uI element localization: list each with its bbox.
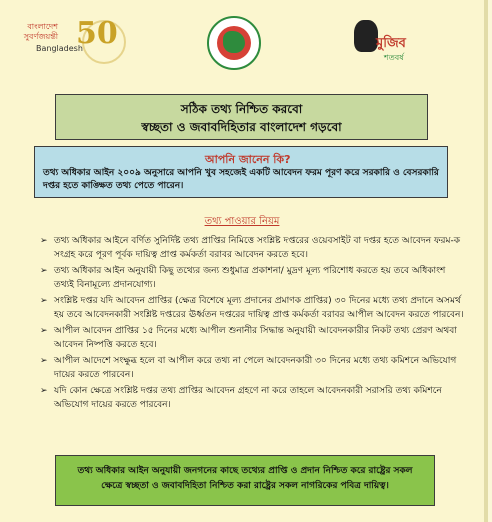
info-banner bbox=[34, 146, 448, 198]
mujib-year-logo bbox=[350, 20, 430, 72]
rule-item bbox=[40, 234, 465, 262]
seal-map bbox=[223, 31, 245, 53]
rule-item bbox=[40, 384, 465, 412]
info-banner-body: তথ্য অধিকার আইন ২০০৯ অনুসারে আপনি খুব সহজেই একটি আবেদন ফরম পূরণ করে সরকারি ও বেসরকারি দপ্তর হতে কাঙ্ক্ষিত তথ্য পেতে পারেন। bbox=[43, 168, 439, 191]
rule-text: সংশ্লিষ্ট দপ্তর যদি আবেদন প্রাপ্তির (ক্ষেত্র বিশেষে মূল্য প্রদানের প্রমাণক প্রাপ্তির) ৩০ দিনের মধ্যে তথ্য প্রদানে অসমর্থ হয় তবে আবেদনকারী সংশ্লিষ্ট দপ্তরের ঊর্ধ্বতন দপ্তরের দায়িত্ব প্রাপ্ত কর্মকর্তা বরাবর আপীল আবেদন করতে পারবেন। bbox=[54, 296, 464, 320]
slogan-banner bbox=[55, 94, 428, 140]
rule-text: তথ্য অধিকার আইনে বর্ণিত সুনির্দিষ্ট তথ্য প্রাপ্তির নিমিত্তে সংশ্লিষ্ট দপ্তরের ওয়েবসাইট বা দপ্তর হতে আবেদন ফরম-ক সংগ্রহ করে পূরণ পূর্বক দায়িত্ব প্রাপ্ত কর্মকর্তা বরাবর আবেদন করতে হবে। bbox=[54, 236, 461, 260]
arrow-bullet-icon: ➢ bbox=[40, 386, 48, 396]
info-banner-title: আপনি জানেন কি? bbox=[205, 153, 291, 166]
slogan-line-1: সঠিক তথ্য নিশ্চিত করবো bbox=[180, 102, 303, 116]
arrow-bullet-icon: ➢ bbox=[40, 266, 48, 276]
golden-jubilee-logo bbox=[22, 14, 132, 66]
rules-heading: তথ্য পাওয়ার নিয়ম bbox=[204, 216, 280, 227]
logo-number: 50 bbox=[76, 16, 118, 51]
logo-bangla-text: বাংলাদেশ সুবর্ণজয়ন্তী bbox=[23, 22, 58, 41]
arrow-bullet-icon: ➢ bbox=[40, 236, 48, 246]
rule-text: যদি কোন ক্ষেত্রে সংশ্লিষ্ট দপ্তর তথ্য প্রাপ্তির আবেদন গ্রহণে না করে তাহলে আবেদনকারী সরাসরি তথ্য কমিশনে অভিযোগ দায়ের করতে পারবেন। bbox=[54, 386, 442, 410]
rule-item bbox=[40, 264, 465, 292]
slogan-line-2: স্বচ্ছতা ও জবাবদিহিতার বাংলাদেশ গড়বো bbox=[141, 120, 342, 134]
rule-text: তথ্য অধিকার আইন অনুযায়ী কিছু তথ্যের জন্য শুধুমাত্র প্রকাশনা/ মুদ্রণ মূল্য পরিশোধ করতে হয় তবে অধিকাংশ তথ্যই বিনামূল্যে প্রদানযোগ্য। bbox=[54, 266, 446, 290]
header bbox=[0, 0, 484, 78]
rule-text: আপীল আবেদন প্রাপ্তির ১৫ দিনের মধ্যে আপীল শুনানীর সিদ্ধান্ত অনুযায়ী আবেদনকারীর নিকট তথ্য প্রেরণ অথবা আবেদন নিষ্পত্তি করতে হবে। bbox=[54, 326, 457, 350]
government-seal-icon bbox=[207, 16, 261, 70]
portrait-silhouette bbox=[354, 20, 378, 52]
rule-text: আপীল আদেশে সংক্ষুব্ধ হলে বা আপীল করে তথ্য না পেলে আবেদনকারী ৩০ দিনের মধ্যে তথ্য কমিশনে অভিযোগ দায়ের করতে পারবেন। bbox=[54, 356, 457, 380]
rule-item bbox=[40, 354, 465, 382]
rule-item bbox=[40, 324, 465, 352]
logo-country-text: Bangladesh bbox=[36, 44, 83, 53]
footer-text: তথ্য অধিকার আইন অনুযায়ী জনগনের কাছে তথ্যের প্রাপ্তি ও প্রদান নিশ্চিত করে রাষ্ট্রের সকল ক্ষেত্রে স্বচ্ছতা ও জবাবদিহিতা নিশ্চিত করা রাষ্ট্রের সকল নাগরিকের পবিত্র দায়িত্ব। bbox=[77, 466, 413, 491]
rules-list bbox=[40, 234, 465, 414]
arrow-bullet-icon: ➢ bbox=[40, 326, 48, 336]
rule-item bbox=[40, 294, 465, 322]
footer-banner bbox=[55, 455, 435, 506]
mujib-logo-text: মুজিব bbox=[376, 36, 406, 51]
mujib-logo-year: শতবর্ষ bbox=[384, 53, 404, 62]
arrow-bullet-icon: ➢ bbox=[40, 296, 48, 306]
arrow-bullet-icon: ➢ bbox=[40, 356, 48, 366]
